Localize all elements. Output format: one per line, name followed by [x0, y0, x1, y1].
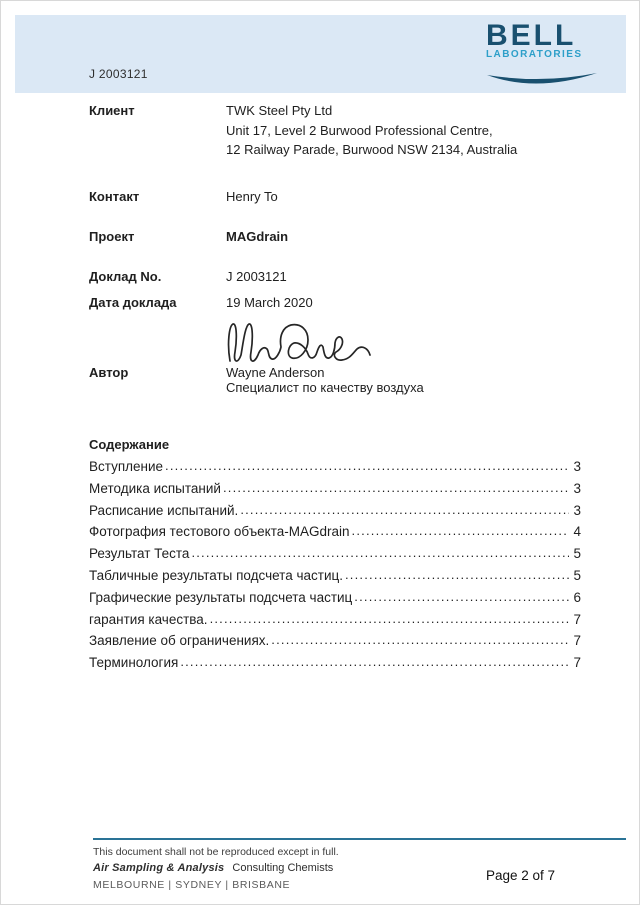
field-contact-value: Henry To [226, 189, 278, 204]
toc-entry-page: 4 [573, 524, 581, 540]
job-number: J 2003121 [89, 67, 148, 81]
toc-entry[interactable] [89, 633, 581, 655]
header-band [15, 15, 626, 93]
field-author-value [226, 365, 424, 395]
toc-dot-leader [345, 567, 569, 582]
toc-dot-leader [191, 545, 569, 560]
toc-entry-label[interactable]: Терминология [89, 655, 179, 671]
toc-entry-page: 7 [573, 611, 581, 627]
toc-dot-leader [352, 523, 569, 538]
toc-dot-leader [210, 611, 569, 626]
field-client-label: Клиент [89, 103, 135, 118]
field-contact [89, 187, 278, 207]
toc-entry[interactable] [89, 503, 581, 525]
field-client-value [226, 101, 517, 160]
toc-dot-leader [180, 654, 569, 669]
field-report-date-value: 19 March 2020 [226, 295, 313, 310]
toc-entry-label[interactable]: Заявление об ограничениях. [89, 633, 270, 649]
toc-dot-leader [223, 480, 569, 495]
field-client [89, 101, 517, 160]
toc-entry-page: 3 [573, 502, 581, 518]
toc-entry-label[interactable]: гарантия качества. [89, 611, 208, 627]
footer-divider [93, 838, 626, 840]
toc-entry[interactable] [89, 612, 581, 634]
toc-entry[interactable] [89, 568, 581, 590]
field-project-value: MAGdrain [226, 229, 289, 244]
toc-entry-page: 5 [573, 567, 581, 583]
toc-entry[interactable] [89, 459, 581, 481]
field-project [89, 227, 288, 247]
author-title: Специалист по качеству воздуха [226, 380, 424, 395]
field-author-label: Автор [89, 365, 129, 380]
field-contact-label: Контакт [89, 189, 140, 204]
client-address-line1: Unit 17, Level 2 Burwood Professional Centre, [226, 122, 493, 138]
toc-entry-page: 5 [573, 546, 581, 562]
footer-brand-descriptor: Consulting Chemists [232, 862, 334, 874]
logo-subtitle: LABORATORIES [486, 49, 583, 60]
toc-dot-leader [354, 589, 569, 604]
toc-heading: Содержание [89, 437, 170, 452]
field-report-no [89, 267, 287, 287]
field-project-label: Проект [89, 229, 135, 244]
client-address-line2: 12 Railway Parade, Burwood NSW 2134, Australia [226, 142, 518, 157]
field-author [89, 365, 424, 395]
page-number-indicator: Page 2 of 7 [485, 868, 555, 883]
footer-brand-name: Air Sampling & Analysis [93, 862, 225, 874]
toc-entry[interactable] [89, 590, 581, 612]
toc-entry-page: 3 [573, 459, 581, 474]
table-of-contents [89, 459, 581, 677]
toc-dot-leader [271, 632, 569, 647]
logo-wordmark: BELL [486, 19, 577, 52]
toc-entry-label[interactable]: Табличные результаты подсчета частиц. [89, 567, 343, 583]
logo-swoosh-icon [486, 70, 598, 90]
toc-entry[interactable] [89, 481, 581, 503]
toc-dot-leader [240, 502, 569, 517]
bell-laboratories-logo [486, 19, 602, 90]
toc-entry[interactable] [89, 546, 581, 568]
toc-entry-label[interactable]: Вступление [89, 459, 164, 474]
toc-dot-leader [165, 458, 569, 473]
footer-cities: MELBOURNE | SYDNEY | BRISBANE [93, 879, 291, 891]
field-report-no-label: Доклад No. [89, 269, 162, 284]
toc-entry-page: 7 [573, 655, 581, 671]
author-signature [223, 314, 373, 366]
toc-entry-label[interactable]: Графические результаты подсчета частиц [89, 589, 353, 605]
toc-entry-label[interactable]: Методика испытаний [89, 480, 221, 496]
toc-entry-label[interactable]: Результат Теста [89, 546, 190, 562]
toc-entry[interactable] [89, 655, 581, 677]
toc-entry-page: 7 [573, 633, 581, 649]
toc-entry-page: 6 [573, 589, 581, 605]
toc-entry-label[interactable]: Фотография тестового объекта-MAGdrain [89, 524, 350, 540]
toc-entry-page: 3 [573, 480, 581, 496]
author-name: Wayne Anderson [226, 365, 325, 380]
field-report-date-label: Дата доклада [89, 295, 177, 310]
field-report-no-value: J 2003121 [226, 269, 287, 284]
footer-notice: This document shall not be reproduced except in full. [93, 846, 339, 858]
field-report-date [89, 293, 313, 313]
toc-entry-label[interactable]: Расписание испытаний. [89, 502, 239, 518]
footer-brand [93, 862, 333, 874]
client-name: TWK Steel Pty Ltd [226, 103, 333, 118]
toc-entry[interactable] [89, 524, 581, 546]
